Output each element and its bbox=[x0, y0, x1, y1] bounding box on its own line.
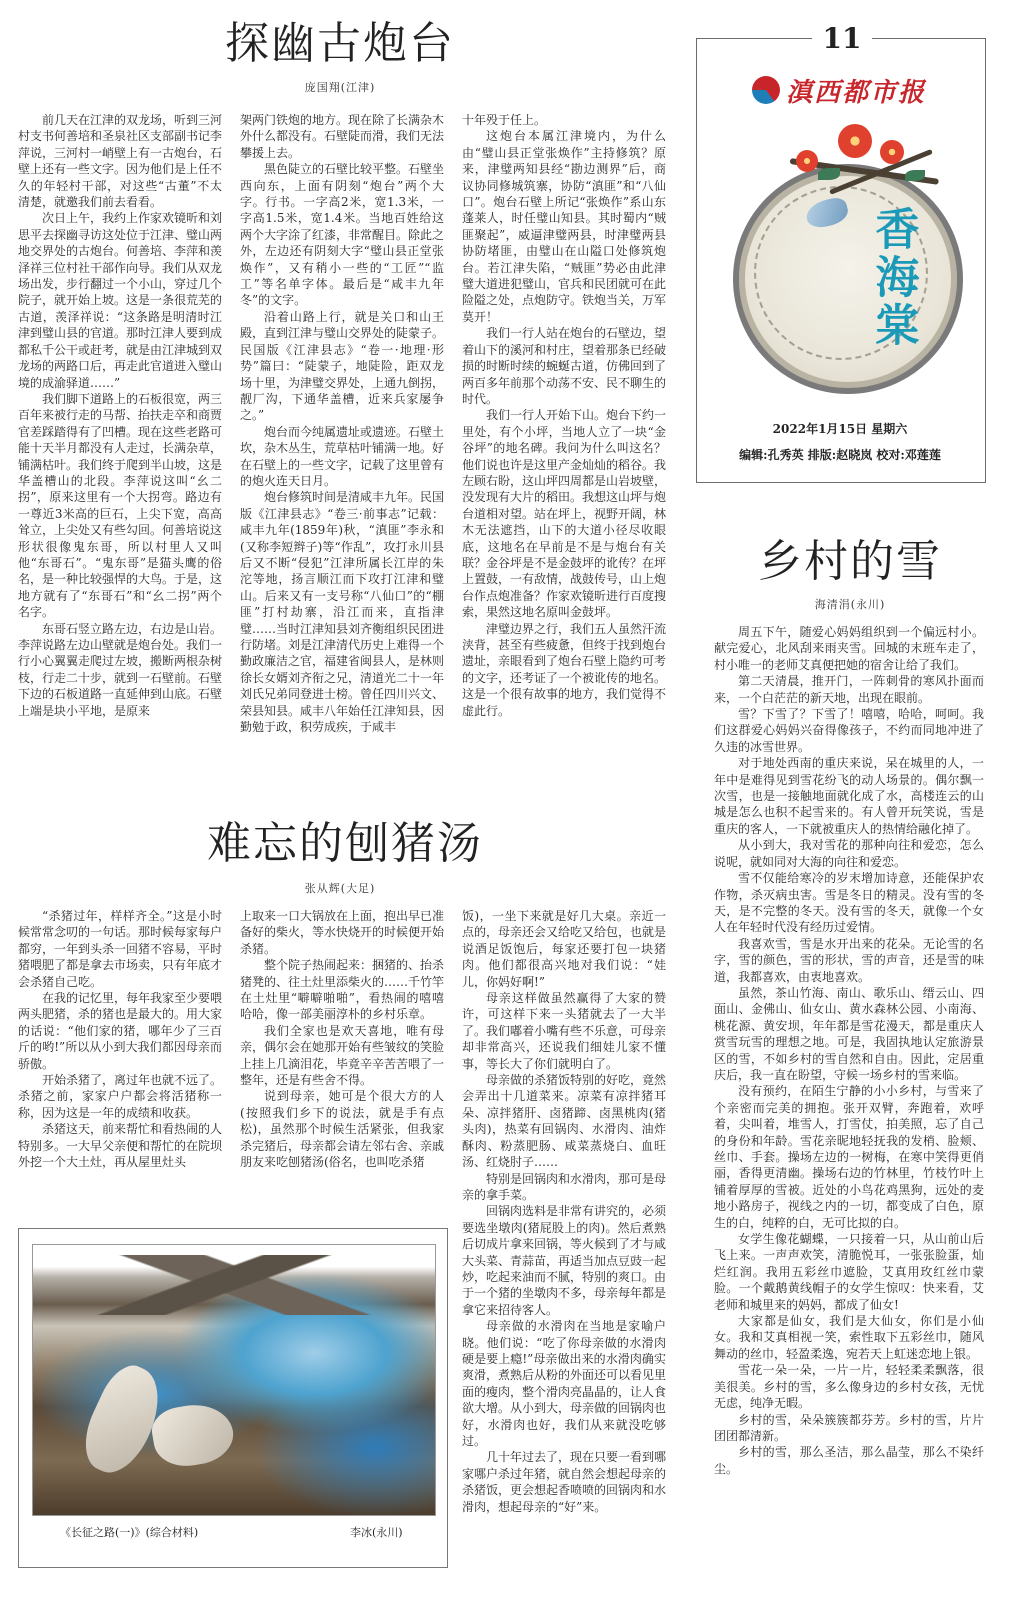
article2-column-3 bbox=[462, 908, 666, 1594]
article2-c3-p5: 回锅肉选料是非常有讲究的，必须要选坐墩肉(猪屁股上的肉)。然后煮熟后切成片拿来回锅，等火候到了才与咸大头菜、青蒜苗，再适当加点豆豉一起炒，吃起来油而不腻，特别的爽口。由于一个猪的坐墩肉不多，母亲每年都是拿它来招待客人。 bbox=[462, 1204, 666, 1317]
article3-p1: 周五下午，随爱心妈妈组织到一个偏远村小。献完爱心，北风刮来雨夹雪。回城的末班车走了，村小唯一的老师艾真便把她的宿舍让给了我们。 bbox=[714, 625, 984, 672]
article2-c2-p1: 上取来一口大锅放在上面，抱出早已准备好的柴火，等水快烧开的时候便开始杀猪。 bbox=[240, 909, 444, 956]
article1-c2-p3: 沿着山路上行，就是关口和山王殿，直到江津与璧山交界处的陡蒙子。民国版《江津县志》“卷一·地理·形势”篇曰：“陡蒙子，地陡险，距双龙场十里，为津璧交界处，上通九倒拐，靓厂沟，下通华盖槽，近来兵家屡争之。” bbox=[240, 309, 444, 423]
article2-byline: 张从辉(大足) bbox=[304, 882, 376, 895]
article1-c3-p4: 我们一行人开始下山。炮台下约一里处，有个小坪，当地人立了一块“金谷坪”的地名碑。我问为什么叫这名？他们说也许是这里产金灿灿的稻谷。我左顾右盼，这山坪四周都是山岩坡壁，没发现有大片的稻田。我想这山坪与炮台道相对望。站在坪上，视野开阔，林木无法遮挡，山下的大道小径尽收眼底，这地名在早前是不是与炮台有关联？金谷坪是不是金鼓坪的讹传？在坪上置鼓，一有敌情，战鼓传号，山上炮台作点炮准备？作家欢镜昕进行百度搜索，果然这地名原叫金鼓坪。 bbox=[462, 408, 666, 620]
article2-column-2 bbox=[240, 908, 444, 1208]
article3-p13: 乡村的雪，朵朵簇簇都芬芳。乡村的雪，片片团团都清新。 bbox=[714, 1412, 984, 1443]
article1-c3-p3: 我们一行人站在炮台的石壁边，望着山下的溪河和村庄，望着那条已经破损的时断时续的蜿蜒古道，仿佛回到了两百多年前那个动荡不安、民不聊生的时代。 bbox=[462, 326, 666, 406]
article2-column-1 bbox=[18, 908, 222, 1208]
article3-p10: 女学生像花蝴蝶，一只接着一只，从山前山后飞上来。一声声欢笑，清脆悦耳，一张张脸蛋，灿烂红润。我用五彩丝巾遮脸，艾真用玫红丝巾蒙脸。一个戴鹅黄线帽子的女学生惊叹：快来看，艾老师和城里来的妈妈，都成了仙女! bbox=[714, 1232, 984, 1312]
artwork-caption-artist: 李冰(永川) bbox=[350, 1526, 403, 1539]
article1-c3-p1: 十年殁于任上。 bbox=[462, 113, 547, 127]
mountains-icon bbox=[33, 1255, 435, 1315]
article3-title: 乡村的雪 bbox=[758, 536, 942, 587]
article1-c3-p2: 这炮台本属江津境内，为什么由“璧山县正堂张焕作”主持修筑？原来，津璧两知县经“勘边测界”后，商议协同修城筑寨，协防“滇匪”和“八仙口”。炮台石壁上所记“张焕作”系山东蓬莱人，时任璧山知县。其时蜀内“贼匪聚起”，威逼津璧两县，时津璧两县协防堵匪，由璧山在山隘口处修筑炮台。若江津失陷，“贼匪”势必由此津璧大道进犯璧山，官兵和民团就可在此险隘之处，点炮防守。铁炮当关，万军莫开！ bbox=[462, 129, 666, 324]
supplement-title: 香海棠 bbox=[867, 206, 919, 350]
article2-title: 难忘的刨猪汤 bbox=[207, 818, 483, 869]
article1-c3-p5: 津璧边界之行，我们五人虽然汗流浃背，甚至有些疲惫，但终于找到炮台遗址，亲眼看到了炮台石壁上隐约可考的文字，还考证了一个被讹传的地名。这是一个很有故事的地方，我们觉得不虚此行。 bbox=[462, 621, 666, 718]
paper-name: 滇西都市报 bbox=[786, 77, 927, 108]
article3-p6: 雪不仅能给寒冷的岁末增加诗意，还能保护农作物，杀灭病虫害。雪是冬日的精灵。没有雪的冬天，是不完整的冬天。没有雪的冬天，就像一个女人在年轻时代没有经历过爱情。 bbox=[714, 871, 984, 935]
article1-c1-p2: 次日上午，我约上作家欢镜昕和刘思平去探幽寻访这处位于江津、璧山两地交界处的古炮台。何善培、李萍和羡泽祥三位村社干部作向导。我们从双龙场出发，步行翻过一个小山，穿过几个院子，就开始上坡。这是一条很荒芜的古道，羡泽祥说：“这条路是明清时江津到璧山县的官道。那时江津人要到成都私千公干或赶考，就是由江津城到双龙场的两路口后，再走此官道进入璧山境的成渝驿道……” bbox=[18, 211, 222, 390]
article1-title: 探幽古炮台 bbox=[225, 18, 455, 69]
article2-c1-p4: 杀猪这天，前来帮忙和看热闹的人特别多。一大早父亲便和帮忙的在院坝外挖一个大土灶，再从屋里灶头 bbox=[18, 1122, 222, 1170]
article1-c1-p4: 东哥石竖立路左边，右边是山岩。李萍说路左边山壁就是炮台处。我们一行小心翼翼走爬过左坡，搬断两根杂树枝，行走二十步，就到一石壁前。石壁下边的石板道路一直延伸到山底。石壁上端是块小平地，是原来 bbox=[18, 621, 222, 718]
artwork-caption-title: 《长征之路(一)》(综合材料) bbox=[60, 1526, 199, 1539]
article1-c1-p3: 我们脚下道路上的石板很宽，两三百年来被行走的马帮、抬扶走卒和商贾官差踩踏得有了凹槽。现在这些老路可能十天半月都没有人走过，长满杂草，铺满枯叶。我们终于爬到半山坡，这是华盖槽山的北段。李萍说这叫“幺二拐”，原来这里有一个大拐弯。路边有一尊近3米高的巨石，上尖下宽，高高耸立，上尖处又有些勾回。何善培说这形状很像鬼东哥，所以村里人又叫他“东哥石”。“鬼东哥”是猫头鹰的俗名，是一种比较强悍的大鸟。于是，这地方就有了“东哥石”和“幺二拐”两个名字。 bbox=[18, 391, 222, 620]
article2-c1-p3: 开始杀猪了，离过年也就不远了。杀猪之前，家家户户都会将活猪称一称，因为这是一年的成绩和收获。 bbox=[18, 1073, 222, 1120]
article3-p8: 虽然，茶山竹海、南山、歌乐山、缙云山、四面山、金佛山、仙女山、黄水森林公园、小南海、桃花源、黄安坝，年年都是雪花漫天，都是重庆人赏雪玩雪的理想之地。可是，我固执地认定旅游景区的雪，不如乡村的雪自然和自由。因此，定居重庆后，我一直在盼望，守候一场乡村的雪来临。 bbox=[714, 985, 984, 1082]
article3-p12: 雪花一朵一朵，一片一片，轻轻柔柔飘落，很美很美。乡村的雪，多么像身边的乡村女孩，无忧无虑，纯净无暇。 bbox=[714, 1363, 984, 1411]
article1-c2-p2: 黑色陡立的石壁比较平整。石壁坐西向东，上面有阴刻“炮台”两个大字。行书。一字高2米，宽1.3米，一字高1.5米，宽1.4米。当地百姓给这两个大字涂了红漆，非常醒目。除此之外，左边还有阴刻大字“璧山县正堂张焕作”，又有稍小一些的“工匠”“监工”等名单字体。最后是“咸丰九年冬”的文字。 bbox=[240, 162, 444, 308]
rock-icon-2 bbox=[148, 1399, 237, 1472]
flower-icon-2 bbox=[880, 140, 904, 164]
paper-logo-icon bbox=[752, 76, 780, 104]
article1-c2-p5: 炮台修筑时间是清咸丰九年。民国版《江津县志》“卷三·前事志”记载：咸丰九年(1859年)秋，“滇匪”李永和(又称李短辫子)等“作乱”，攻打永川县后又不断“侵犯”江津所属长江岸的朱沱等地，扬言顺江而下攻打江津和璧山。后来又有一支号称“八仙口”的“棚匪”打村劫寨，沿江而来，直指津璧……当时江津知县刘齐衡组织民团进行防堵。刘是江津清代历史上难得一个勤政廉洁之官，福建省闽县人，是林则徐长女婿刘齐衔之兄，清道光二十一年刘氏兄弟同登进士榜。曾任四川兴文、荣县知县。咸丰八年始任江津知县，因勤勉于政，积劳成疾，于咸丰 bbox=[240, 490, 444, 735]
article2-c2-p3: 我们全家也是欢天喜地，唯有母亲，偶尔会在她那开始有些皱纹的笑脸上挂上几滴泪花，毕竟辛辛苦苦喂了一整年，还是有些舍不得。 bbox=[240, 1023, 444, 1088]
paper-logo bbox=[752, 72, 942, 108]
editor-credits: 编辑:孔秀英 排版:赵晓岚 校对:邓莲莲 bbox=[739, 448, 941, 462]
article1-column-1 bbox=[18, 112, 222, 780]
article3-p11: 大家都是仙女，我们是大仙女，你们是小仙女。我和艾真相视一笑，索性取下五彩丝巾，随风舞动的丝巾，轻盈柔逸，宛若天上虹迷恋地上银。 bbox=[714, 1314, 984, 1361]
article1-c2-p1: 架两门铁炮的地方。现在除了长满杂木外什么都没有。石壁陡而滑，我们无法攀援上去。 bbox=[240, 113, 444, 160]
article1-column-2 bbox=[240, 112, 444, 780]
article3-p9: 没有预约，在陌生宁静的小小乡村，与雪来了个亲密而完美的拥抱。张开双臂，奔跑着，欢呼着，尖叫着，堆雪人，打雪仗，拍美照，忘了自己的身份和年龄。雪花亲昵地轻抚我的发梢、脸颊、丝巾、手套。操场左边的一树梅，在寒中笑得更俏丽，香得更清幽。操场右边的竹林里，竹枝竹叶上铺着厚厚的雪被。近处的小鸟花鸡黑狗，远处的麦地小路房子，视线之内的一切，都变成了白色，原生的白，纯粹的白，无可比拟的白。 bbox=[714, 1084, 984, 1230]
leaf-icon-2 bbox=[905, 170, 925, 181]
article2-c3-p4: 特别是回锅肉和水滑肉，那可是母亲的拿手菜。 bbox=[462, 1171, 666, 1202]
article1-byline: 庞国翔(江津) bbox=[304, 81, 376, 94]
article2-c2-p4: 说到母亲，她可是个很大方的人(按照我们乡下的说法，就是手有点松)，虽然那个时候生活紧张，但我家杀完猪后，母亲都会请左邻右舍、亲戚朋友来吃刨猪汤(俗名，也叫吃杀猪 bbox=[240, 1089, 444, 1170]
article3-p5: 从小到大，我对雪花的那种向往和爱恋，怎么说呢，就如同对大海的向往和爱恋。 bbox=[714, 838, 984, 869]
flower-icon-3 bbox=[796, 150, 818, 172]
article3-column bbox=[714, 624, 984, 1594]
article3-p4: 对于地处西南的重庆来说，呆在城里的人，一年中是难得见到雪花纷飞的动人场景的。偶尔飘一次雪，也是一接触地面就化成了水，高楼连云的山城是怎么也积不起雪来的。有人曾开玩笑说，雪是重庆的客人，一下就被重庆人的热情给融化掉了。 bbox=[714, 756, 984, 836]
article3-p7: 我喜欢雪，雪是水开出来的花朵。无论雪的名字，雪的颜色，雪的形状，雪的声音，还是雪的味道，我都喜欢，由衷地喜欢。 bbox=[714, 936, 984, 984]
article1-c2-p4: 炮台而今纯属遗址或遗迹。石壁土坎，杂木丛生，荒草枯叶铺满一地。好在石壁上的一些文字，记载了这里曾有的炮火连天日月。 bbox=[240, 424, 444, 488]
article3-byline: 海清涓(永川) bbox=[814, 598, 886, 611]
article2-c3-p7: 几十年过去了，现在只要一看到哪家哪户杀过年猪，就自然会想起母亲的杀猪饭，更会想起香喷喷的回锅肉和水滑肉，想起母亲的“好”来。 bbox=[462, 1450, 666, 1514]
leaf-icon bbox=[818, 168, 840, 180]
article3-p3: 雪？下雪了？下雪了！嘻嘻，哈哈，呵呵。我们这群爱心妈妈兴奋得像孩子，不约而同地冲进了久违的冰雪世界。 bbox=[714, 707, 984, 754]
flower-icon bbox=[838, 124, 872, 158]
article3-p14: 乡村的雪，那么圣洁，那么晶莹，那么不染纤尘。 bbox=[714, 1445, 984, 1476]
article2-c3-p1: 饭)，一坐下来就是好几大桌。亲近一点的，母亲还会又给吃又给包，也就是说酒足饭饱后，每家还要打包一块猪肉。他们都很高兴地对我们说：“娃儿，你妈好啊!” bbox=[462, 909, 666, 989]
article2-c1-p1: “杀猪过年，样样齐全。”这是小时候常常念叨的一句话。那时候每家每户都穷，一年到头杀一回猪不容易，平时猪喂肥了都是拿去市场卖，只有年底才会杀猪自己吃。 bbox=[18, 909, 222, 989]
issue-date: 2022年1月15日 星期六 bbox=[772, 422, 908, 436]
article2-c3-p3: 母亲做的杀猪饭特别的好吃，竟然会弄出十几道菜来。凉菜有凉拌猪耳朵、凉拌猪肝、卤猪蹄、卤黑桃肉(猪头肉)，热菜有回锅肉、水滑肉、油炸酥肉、粉蒸肥肠、咸菜蒸烧白、血旺汤、红烧肘子…… bbox=[462, 1073, 666, 1170]
artwork-painting bbox=[32, 1244, 436, 1516]
page-number: 11 bbox=[812, 22, 872, 55]
article2-c3-p6: 母亲做的水滑肉在当地是家喻户晓。他们说：“吃了你母亲做的水滑肉硬是要上瘾!”母亲做出来的水滑肉确实爽滑，煮熟后从粉的外面还可以看见里面的瘦肉，整个滑肉亮晶晶的，让人食欲大增。从小到大，母亲做的回锅肉也好，水滑肉也好，我们从来就没吃够过。 bbox=[462, 1319, 666, 1448]
article1-column-3 bbox=[462, 112, 666, 780]
article2-c2-p2: 整个院子热闹起来：捆猪的、抬杀猪凳的、往土灶里添柴火的……千竹竿在土灶里“噼噼啪啪”，看热闹的嘻嘻哈哈，像一部美丽淳朴的乡村乐章。 bbox=[240, 958, 444, 1022]
article2-c3-p2: 母亲这样做虽然赢得了大家的赞许，可这样下来一头猪就去了一大半了。我们嘟着小嘴有些不乐意，可母亲却非常高兴，还说我们细娃儿家不懂事，等长大了你们就明白了。 bbox=[462, 991, 666, 1071]
article2-c1-p2: 在我的记忆里，每年我家至少要喂两头肥猪，杀的猪也是最大的。用大家的话说：“他们家的猪，哪年少了三百斤的哟!”所以从小到大我们都因母亲而骄傲。 bbox=[18, 991, 222, 1071]
article1-c1-p1: 前几天在江津的双龙场，听到三河村支书何善培和圣泉社区支部副书记李萍说，三河村一峭壁上有一古炮台，石壁上还有一些文字。因为他们是上任不久的年轻村干部，对这些“古董”不太清楚，就邀我们前去看看。 bbox=[18, 113, 222, 210]
article3-p2: 第二天清晨，推开门，一阵刺骨的寒风扑面而来，一个白茫茫的新天地，出现在眼前。 bbox=[714, 674, 984, 705]
